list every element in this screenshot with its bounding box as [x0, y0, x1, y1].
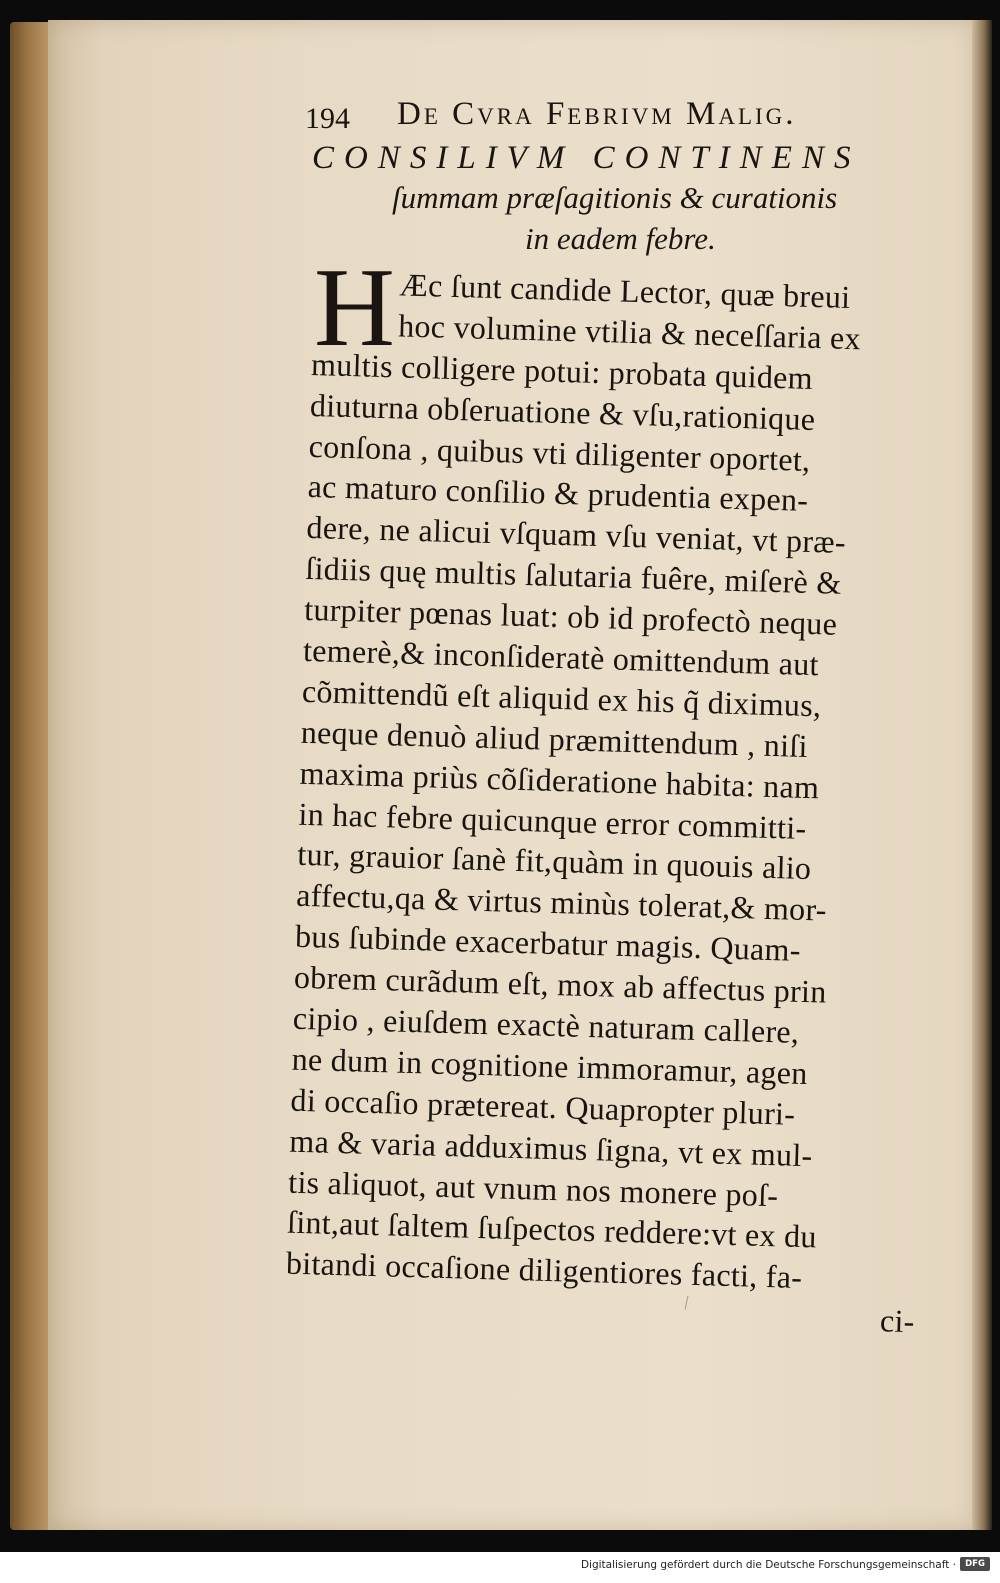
section-title-line-1: CONSILIVM CONTINENS	[312, 140, 861, 176]
text-line: neque denuò aliud præmittendum , niſi	[300, 713, 809, 764]
page-gutter-shadow	[972, 20, 992, 1530]
text-line: di occaſio prætereat. Quapropter pluri-	[290, 1081, 796, 1132]
text-line: ac maturo conſilio & prudentia expen-	[307, 468, 809, 519]
text-line: in hac febre quicunque error committi-	[298, 795, 807, 846]
footer-bar	[0, 1552, 1000, 1583]
text-line: ſint,aut ſaltem ſuſpectos reddere:vt ex du	[286, 1204, 818, 1255]
running-head: De Cvra Febrivm Malig.	[397, 96, 797, 132]
text-line: affectu,qa & virtus minùs tolerat,& mor-	[295, 877, 828, 928]
dfg-logo-icon: DFG	[960, 1557, 990, 1571]
page-number: 194	[305, 102, 350, 135]
body-text	[284, 246, 953, 1343]
text-line: cõmittendũ eſt aliquid ex his q̃ diximus,	[301, 672, 822, 724]
section-title-line-3: in eadem febre.	[525, 221, 716, 256]
text-line: turpiter pœnas luat: ob id profectò neque	[303, 590, 838, 642]
text-line: diuturna obſeruatione & vſu,rationique	[309, 386, 816, 437]
text-line: tur, grauior ſanè fit,quàm in quouis alio	[296, 836, 812, 887]
text-line: conſona , quibus vti diligenter oportet,	[308, 427, 811, 478]
page-header	[305, 96, 865, 140]
text-line: ma & varia adduximus ſigna, vt ex mul-	[288, 1122, 814, 1173]
text-line: multis colligere potui: probata quidem	[310, 345, 814, 396]
funding-credit: Digitalisierung gefördert durch die Deutsche Forschungsgemeinschaft ·	[580, 1559, 956, 1571]
text-line: bus ſubinde exacerbatur magis. Quam-	[294, 917, 802, 969]
text-line: ne dum in cognitione immoramur, agen	[291, 1040, 809, 1092]
text-line: maxima priùs cõſideratione habita: nam	[299, 754, 820, 805]
text-line: obrem curãdum eſt, mox ab affectus prin	[293, 958, 828, 1010]
catchword: ci-	[879, 1302, 916, 1340]
text-line: temerè,& inconſideratè omittendum aut	[302, 631, 820, 683]
text-line: ſidiis quę multis ſalutaria fuêre, miſerè &	[304, 550, 843, 602]
text-line: tis aliquot, aut vnum nos monere poſ-	[287, 1163, 779, 1213]
text-line: bitandi occaſione diligentiores facti, fa-	[285, 1244, 803, 1296]
text-line: hoc volumine vtilia & neceſſaria ex	[397, 307, 862, 357]
section-title-line-2: ſummam præſagitionis & curationis	[392, 180, 838, 215]
drop-cap: H	[314, 246, 395, 370]
text-line: Æc ſunt candide Lector, quæ breui	[398, 266, 851, 315]
text-line: cipio , eiuſdem exactè naturam callere,	[292, 999, 800, 1050]
text-line: dere, ne alicui vſquam vſu veniat, vt præ-	[306, 509, 847, 561]
